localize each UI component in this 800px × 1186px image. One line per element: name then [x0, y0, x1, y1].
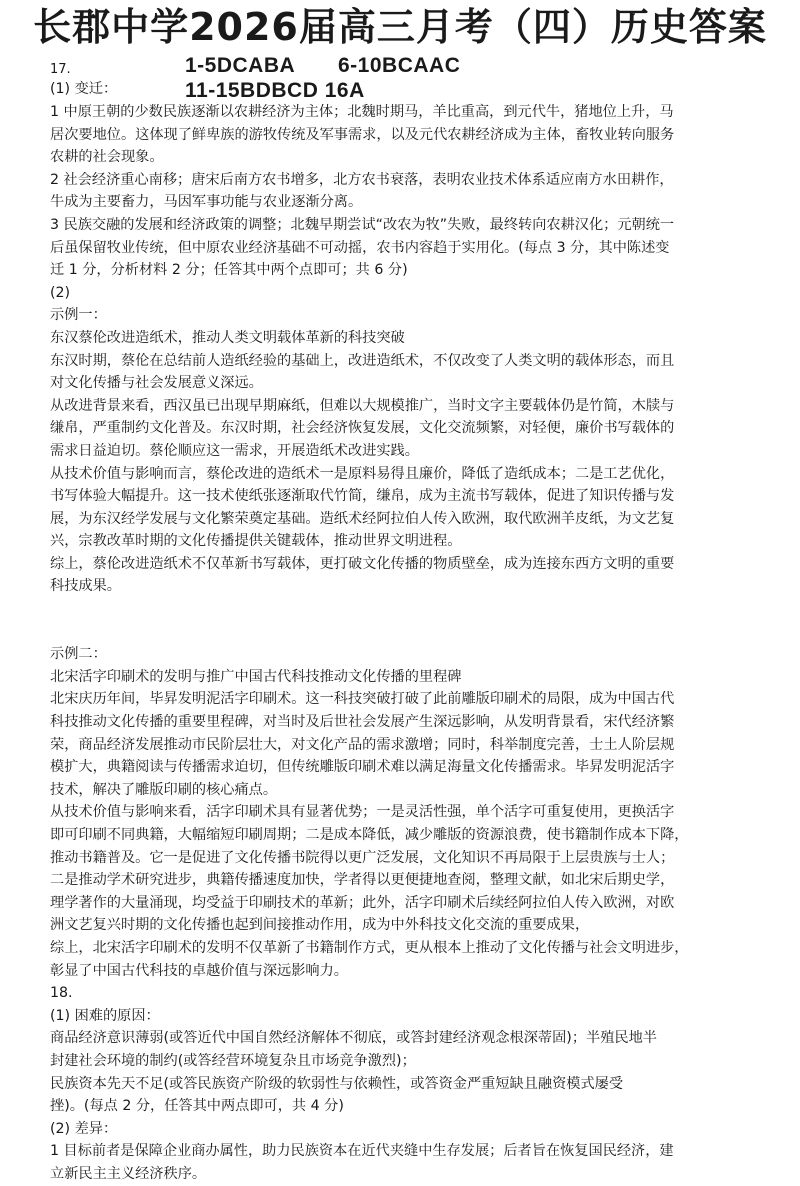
text-line: 2 社会经济重心南移；唐宋后南方农书增多，北方农书衰落，表明农业技术体系适应南方水田耕作，: [50, 171, 674, 188]
text-line: 北宋活字印刷术的发明与推广中国古代科技推动文化传播的里程碑: [50, 668, 462, 685]
text-line: 迁 1 分，分析材料 2 分；任答其中两个点即可；共 6 分): [50, 262, 408, 279]
choice-answers-1-5: 1-5DCABA: [185, 54, 296, 77]
text-line: 综上，北宋活字印刷术的发明不仅革新了书籍制作方式，更从根本上推动了文化传播与社会文明进步，: [50, 939, 689, 956]
text-line: 封建社会环境的制约(或答经营环境复杂且市场竞争激烈)；: [50, 1052, 416, 1069]
text-line: 缣帛，严重制约文化普及。东汉时期，社会经济恢复发展，文化交流频繁，对轻便，廉价书写载体的: [50, 420, 675, 437]
text-line: 民族资本先天不足(或答民族资产阶级的软弱性与依赖性，或答资金严重短缺且融资模式屡受: [50, 1075, 624, 1092]
choice-answers-6-10: 6-10BCAAC: [338, 54, 461, 77]
text-line: 彰显了中国古代科技的卓越价值与深远影响力。: [50, 962, 348, 979]
text-line: 科技成果。: [50, 578, 121, 595]
text-line: 1 目标前者是保障企业商办属性，助力民族资本在近代夹缝中生存发展；后者旨在恢复国民经济，建: [50, 1143, 674, 1160]
blank-gap: [50, 621, 775, 644]
text-line: (2) 差异：: [50, 1120, 118, 1137]
text-line: 即可印刷不同典籍，大幅缩短印刷周期；二是成本降低，减少雕版的资源浪费，使书籍制作成本下降，: [50, 827, 689, 843]
text-line: 需求日益迫切。蔡伦顺应这一需求，开展造纸术改进实践。: [50, 442, 419, 459]
text-line: 3 民族交融的发展和经济政策的调整；北魏早期尝试“改农为牧”失败，最终转向农耕汉化；元朝统一: [50, 216, 675, 233]
text-line: 商品经济意识薄弱(或答近代中国自然经济解体不彻底，或答封建经济观念根深蒂固)；半殖民地半: [50, 1030, 657, 1047]
text-line: 东汉蔡伦改进造纸术，推动人类文明载体革新的科技突破: [50, 329, 405, 346]
text-line: 挫)。(每点 2 分，任答其中两点即可，共 4 分): [50, 1098, 344, 1115]
text-line: (2): [50, 284, 71, 301]
text-line: 理学著作的大量涌现，均受益于印刷技术的革新；此外，活字印刷术后续经阿拉伯人传入欧洲，对欧: [50, 894, 675, 911]
text-line: 对文化传播与社会发展意义深远。: [50, 375, 263, 392]
text-line: 居次要地位。这体现了鲜卑族的游牧传统及军事需求，以及元代农耕经济成为主体，畜牧业转向服务: [50, 126, 675, 143]
text-line: 示例一：: [50, 307, 107, 324]
text-line: 从技术价值与影响而言，蔡伦改进的造纸术一是原料易得且廉价，降低了造纸成本；二是工艺优化，: [50, 465, 675, 482]
text-line: 北宋庆历年间，毕昇发明泥活字印刷术。这一科技突破打破了此前雕版印刷术的局限，成为中国古代: [50, 691, 675, 708]
text-line: 东汉时期，蔡伦在总结前人造纸经验的基础上，改进造纸术，不仅改变了人类文明的载体形态，而且: [50, 352, 675, 369]
text-line: (1) 困难的原因：: [50, 1007, 160, 1024]
text-line: 兴，宗教改革时期的文化传播提供关键载体，推动世界文明进程。: [50, 533, 462, 550]
text-line: 科技推动文化传播的重要里程碑，对当时及后世社会发展产生深远影响，从发明背景看，宋代经济繁: [50, 714, 675, 731]
blank-gap: [50, 598, 775, 621]
text-line: 技术，解决了雕版印刷的核心痛点。: [50, 781, 278, 798]
text-line: 牛成为主要畜力，马因军事功能与农业逐渐分离。: [50, 194, 363, 211]
part-1-label: (1) 变迁：: [50, 81, 118, 97]
text-line: 洲文艺复兴时期的文化传播也起到间接推动作用，成为中外科技文化交流的重要成果，: [50, 917, 590, 934]
choice-answers-11-16: 11-15BDBCD 16A: [185, 79, 365, 102]
text-line: 农耕的社会现象。: [50, 149, 164, 166]
text-line: 二是推动学术研究进步，典籍传播速度加快，学者得以更便捷地查阅，整理文献，如北宋后期史学，: [50, 872, 675, 889]
answer-document: [50, 56, 775, 1186]
text-line: 后虽保留牧业传统，但中原农业经济基础不可动摇，农书内容趋于实用化。(每点 3 分，其中陈述变: [50, 239, 670, 256]
text-line: 荣，商品经济发展推动市民阶层壮大，对文化产品的需求激增；同时，科举制度完善，士土人阶层规: [50, 736, 675, 753]
text-line: 示例二：: [50, 646, 107, 663]
text-line: 模扩大，典籍阅读与传播需求迫切，但传统雕版印刷术难以满足海量文化传播需求。毕昇发明泥活字: [50, 759, 675, 776]
text-line: 从技术价值与影响来看，活字印刷术具有显著优势；一是灵活性强，单个活字可重复使用，更换活字: [50, 804, 675, 821]
text-line: 书写体验大幅提升。这一技术使纸张逐渐取代竹简，缣帛，成为主流书写载体，促进了知识传播与发: [50, 488, 675, 505]
q17-answer-block: [50, 56, 775, 101]
text-line: 立新民主主义经济秩序。: [50, 1165, 207, 1182]
text-section-17: [50, 101, 775, 598]
text-line: 综上，蔡伦改进造纸术不仅革新书写载体，更打破文化传播的物质壁垒，成为连接东西方文明的重要: [50, 555, 675, 572]
text-section-example-2-and-18: [50, 643, 775, 1185]
text-line: 推动书籍普及。它一是促进了文化传播书院得以更广泛发展，文化知识不再局限于上层贵族与士人；: [50, 849, 675, 866]
text-line: 18.: [50, 985, 73, 1002]
text-line: 1 中原王朝的少数民族逐渐以农耕经济为主体；北魏时期马，羊比重高，到元代牛，猪地位上升，马: [50, 104, 674, 120]
text-line: 展，为东汉经学发展与文化繁荣奠定基础。造纸术经阿拉伯人传入欧洲，取代欧洲羊皮纸，为文艺复: [50, 510, 675, 527]
question-number: 17.: [50, 62, 71, 77]
text-line: 从改进背景来看，西汉虽已出现早期麻纸，但难以大规模推广，当时文字主要载体仍是竹简，木牍与: [50, 397, 675, 414]
page-title: 长郡中学2026届高三月考（四）历史答案: [33, 5, 767, 49]
